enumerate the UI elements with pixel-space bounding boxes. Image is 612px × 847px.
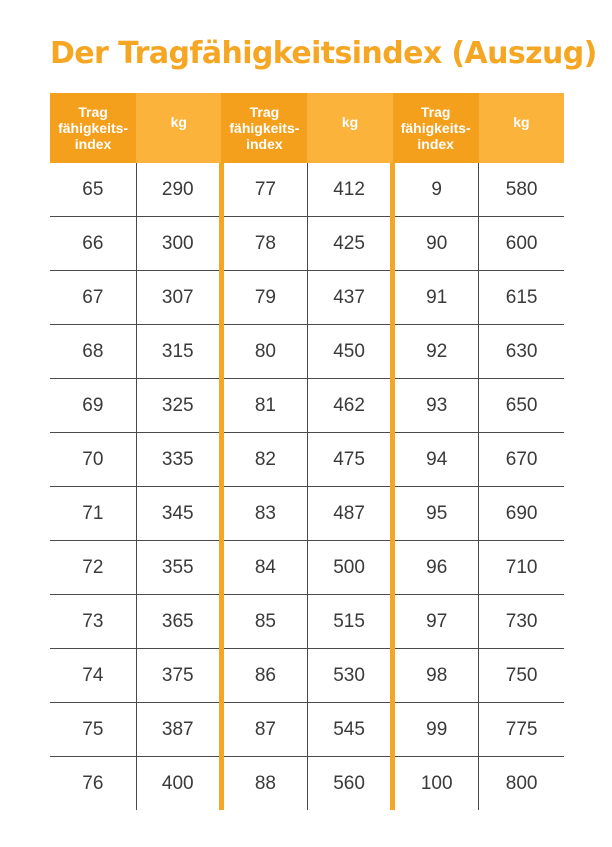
cell-weight-kg: 710: [479, 541, 564, 595]
table-row: [50, 217, 564, 271]
header-load-index-line: fähigkeits-: [58, 120, 129, 136]
table-row: [50, 757, 564, 811]
cell-load-index: 81: [221, 379, 307, 433]
cell-load-index: 98: [393, 649, 479, 703]
cell-weight-kg: 530: [307, 649, 392, 703]
header-load-index-line: Trag: [249, 104, 280, 120]
cell-load-index: 67: [50, 271, 136, 325]
cell-weight-kg: 600: [479, 217, 564, 271]
cell-load-index: 97: [393, 595, 479, 649]
cell-weight-kg: 650: [479, 379, 564, 433]
cell-load-index: 79: [221, 271, 307, 325]
cell-load-index: 86: [221, 649, 307, 703]
cell-load-index: 71: [50, 487, 136, 541]
cell-weight-kg: 450: [307, 325, 392, 379]
header-load-index-line: fähigkeits-: [400, 120, 471, 136]
cell-load-index: 90: [393, 217, 479, 271]
cell-load-index: 95: [393, 487, 479, 541]
cell-weight-kg: 325: [136, 379, 221, 433]
cell-weight-kg: 775: [479, 703, 564, 757]
cell-load-index: 75: [50, 703, 136, 757]
cell-load-index: 74: [50, 649, 136, 703]
header-kg: kg: [136, 93, 221, 163]
header-row: [50, 93, 564, 163]
cell-load-index: 84: [221, 541, 307, 595]
cell-load-index: 73: [50, 595, 136, 649]
cell-weight-kg: 307: [136, 271, 221, 325]
cell-load-index: 69: [50, 379, 136, 433]
cell-load-index: 66: [50, 217, 136, 271]
table-row: [50, 163, 564, 217]
cell-load-index: 93: [393, 379, 479, 433]
cell-weight-kg: 630: [479, 325, 564, 379]
header-load-index: [393, 93, 479, 163]
table-header: [50, 93, 564, 163]
cell-load-index: 80: [221, 325, 307, 379]
header-load-index-line: index: [246, 136, 283, 152]
table-row: [50, 433, 564, 487]
cell-weight-kg: 560: [307, 757, 392, 811]
cell-weight-kg: 300: [136, 217, 221, 271]
header-load-index-line: index: [74, 136, 112, 152]
cell-weight-kg: 730: [479, 595, 564, 649]
cell-weight-kg: 375: [136, 649, 221, 703]
cell-load-index: 82: [221, 433, 307, 487]
table-row: [50, 325, 564, 379]
cell-load-index: 83: [221, 487, 307, 541]
cell-load-index: 100: [393, 757, 479, 811]
cell-weight-kg: 335: [136, 433, 221, 487]
cell-load-index: 99: [393, 703, 479, 757]
cell-weight-kg: 475: [307, 433, 392, 487]
cell-load-index: 91: [393, 271, 479, 325]
load-index-table: [50, 93, 564, 810]
cell-weight-kg: 545: [307, 703, 392, 757]
header-load-index: [221, 93, 307, 163]
table-row: [50, 703, 564, 757]
header-load-index: [50, 93, 136, 163]
cell-weight-kg: 425: [307, 217, 392, 271]
header-load-index-line: Trag: [420, 104, 451, 120]
cell-load-index: 88: [221, 757, 307, 811]
cell-load-index: 70: [50, 433, 136, 487]
cell-weight-kg: 580: [479, 163, 564, 217]
cell-weight-kg: 462: [307, 379, 392, 433]
cell-load-index: 92: [393, 325, 479, 379]
cell-load-index: 77: [221, 163, 307, 217]
cell-weight-kg: 345: [136, 487, 221, 541]
cell-weight-kg: 412: [307, 163, 392, 217]
header-load-index-line: fähigkeits-: [229, 120, 300, 136]
table-row: [50, 541, 564, 595]
cell-load-index: 85: [221, 595, 307, 649]
cell-weight-kg: 365: [136, 595, 221, 649]
cell-weight-kg: 355: [136, 541, 221, 595]
cell-weight-kg: 437: [307, 271, 392, 325]
header-kg: kg: [307, 93, 392, 163]
cell-weight-kg: 290: [136, 163, 221, 217]
table-row: [50, 649, 564, 703]
cell-weight-kg: 515: [307, 595, 392, 649]
table-row: [50, 595, 564, 649]
cell-load-index: 96: [393, 541, 479, 595]
table-row: [50, 487, 564, 541]
cell-weight-kg: 690: [479, 487, 564, 541]
cell-weight-kg: 315: [136, 325, 221, 379]
cell-load-index: 68: [50, 325, 136, 379]
header-load-index-line: Trag: [78, 104, 108, 120]
header-kg: kg: [479, 93, 564, 163]
cell-load-index: 94: [393, 433, 479, 487]
cell-weight-kg: 400: [136, 757, 221, 811]
header-load-index-line: index: [417, 136, 454, 152]
cell-weight-kg: 500: [307, 541, 392, 595]
cell-load-index: 76: [50, 757, 136, 811]
cell-weight-kg: 750: [479, 649, 564, 703]
cell-weight-kg: 387: [136, 703, 221, 757]
table-row: [50, 271, 564, 325]
cell-weight-kg: 615: [479, 271, 564, 325]
cell-weight-kg: 487: [307, 487, 392, 541]
cell-weight-kg: 670: [479, 433, 564, 487]
cell-weight-kg: 800: [505, 772, 538, 794]
page-title: Der Tragfähigkeitsindex (Auszug): [50, 36, 597, 71]
cell-load-index: 65: [50, 163, 136, 217]
cell-load-index: 87: [221, 703, 307, 757]
cell-load-index: 78: [221, 217, 307, 271]
cell-load-index: 9: [393, 163, 479, 217]
cell-load-index: 72: [50, 541, 136, 595]
table-body: [50, 163, 564, 810]
table-row: [50, 379, 564, 433]
